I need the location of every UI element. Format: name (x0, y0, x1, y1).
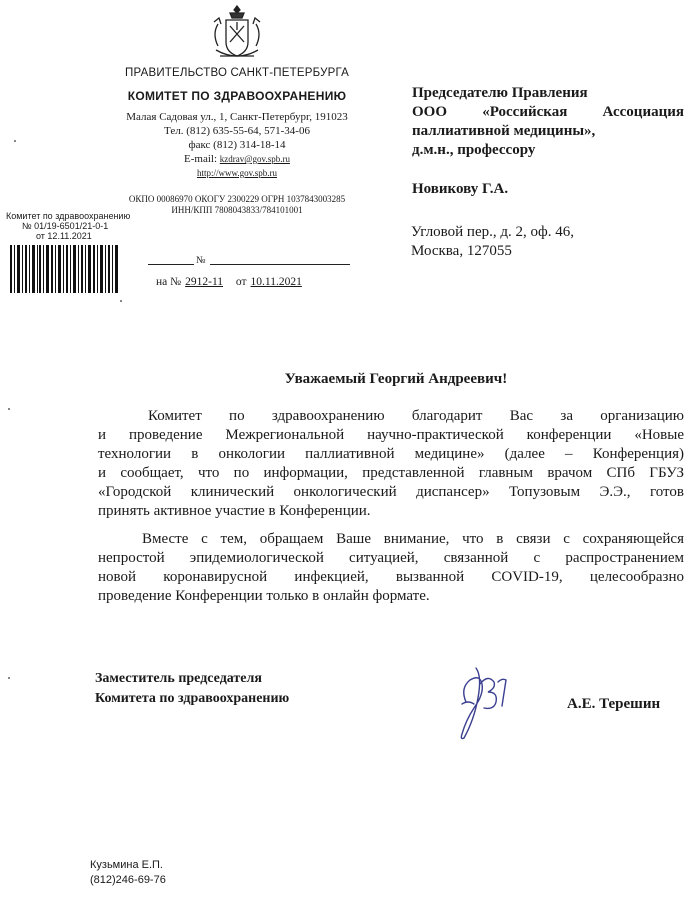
registration-stamp (6, 211, 134, 241)
outgoing-number-blank (210, 264, 350, 265)
paragraph-1-line: Комитет по здравоохранению благодарит Вас за организацию (148, 408, 684, 424)
recipient-name: Новикову Г.А. (412, 181, 509, 197)
letterhead-contacts (100, 110, 374, 180)
reference-date-prefix: от (235, 276, 247, 288)
paragraph-2-line: непростой эпидемиологической ситуацией, связанной с распространением (98, 550, 684, 566)
recipient-address (411, 223, 574, 261)
email-label: E-mail: (184, 153, 220, 165)
paragraph-1-line: «Городской клинический онкологический диспансер» Топузовым Э.Э., готов (98, 484, 684, 500)
website-link[interactable]: http://www.gov.spb.ru (196, 168, 278, 178)
paragraph-1-line: технологии в онкологии паллиативной медицине» (далее – Конференция) (98, 446, 684, 462)
coat-of-arms-emblem-icon (206, 2, 268, 64)
website-line (100, 166, 374, 180)
paragraph-2-line: Вместе с тем, обращаем Ваше внимание, что в связи с сохраняющейся (142, 531, 684, 547)
paragraph-2 (98, 530, 684, 606)
codes-line-1: ОКПО 00086970 ОКОГУ 2300229 ОГРН 1037843003285 (128, 194, 346, 204)
paragraph-1-line: и проведение Межрегиональной научно-практической конференции «Новые (98, 427, 684, 443)
scan-speck (120, 300, 122, 302)
number-sign: № (196, 255, 206, 266)
fax-line: факс (812) 314-18-14 (188, 139, 286, 151)
recipient-line-2: ООО «Российская Ассоциация (412, 104, 684, 120)
signatory-title-line-1: Заместитель председателя (95, 671, 262, 686)
scan-speck (8, 408, 10, 410)
reference-line (156, 276, 306, 288)
email-line (100, 152, 374, 166)
signatory-title (95, 669, 289, 709)
paragraph-1 (98, 407, 684, 521)
greeting: Уважаемый Георгий Андреевич! (284, 371, 508, 387)
recipient-address-line-2: Москва, 127055 (411, 243, 512, 259)
paragraph-1-line: принять активное участие в Конференции. (98, 503, 371, 519)
signatory-title-line-2: Комитета по здравоохранению (95, 691, 290, 706)
paragraph-2-line: новой коронавирусной инфекцией, вызванной COVID-19, целесообразно (98, 569, 684, 585)
recipient-line-3: паллиативной медицины», (412, 123, 596, 139)
phone-line: Тел. (812) 635-55-64, 571-34-06 (164, 125, 310, 137)
handwritten-signature-icon (446, 660, 528, 740)
government-name: ПРАВИТЕЛЬСТВО САНКТ-ПЕТЕРБУРГА (125, 67, 349, 79)
barcode-icon (10, 245, 118, 293)
paragraph-2-line: проведение Конференции только в онлайн формате. (98, 588, 430, 604)
recipient-line-4: д.м.н., профессору (412, 142, 536, 158)
paragraph-1-line: и сообщает, что по информации, представленной главным врачом СПб ГБУЗ (98, 465, 684, 481)
codes-line-2: ИНН/КПП 7808043833/784101001 (171, 205, 303, 215)
outgoing-date-blank (148, 264, 194, 265)
registry-codes (100, 194, 374, 216)
performer-name: Кузьмина Е.П. (90, 859, 163, 871)
reference-number: 2912-11 (185, 276, 224, 288)
performer-block (90, 858, 166, 888)
recipient-address-line-1: Угловой пер., д. 2, оф. 46, (411, 224, 574, 240)
scan-speck (8, 677, 10, 679)
reference-prefix: на № (156, 276, 182, 288)
stamp-line-1: Комитет по здравоохранению (6, 211, 131, 221)
outgoing-number-line (148, 255, 354, 269)
scan-speck (14, 140, 16, 142)
signer-name: А.Е. Терешин (567, 696, 661, 712)
stamp-line-3: от 12.11.2021 (36, 231, 92, 241)
committee-name: КОМИТЕТ ПО ЗДРАВООХРАНЕНИЮ (127, 89, 347, 103)
reference-date: 10.11.2021 (250, 276, 302, 288)
stamp-line-2: № 01/19-6501/21-0-1 (22, 221, 109, 231)
recipient-line-1: Председателю Правления (412, 85, 588, 101)
address-line: Малая Садовая ул., 1, Санкт-Петербург, 191023 (126, 111, 348, 123)
recipient-block (412, 84, 684, 160)
performer-phone: (812)246-69-76 (90, 874, 166, 886)
email-link[interactable]: kzdrav@gov.spb.ru (219, 154, 290, 164)
